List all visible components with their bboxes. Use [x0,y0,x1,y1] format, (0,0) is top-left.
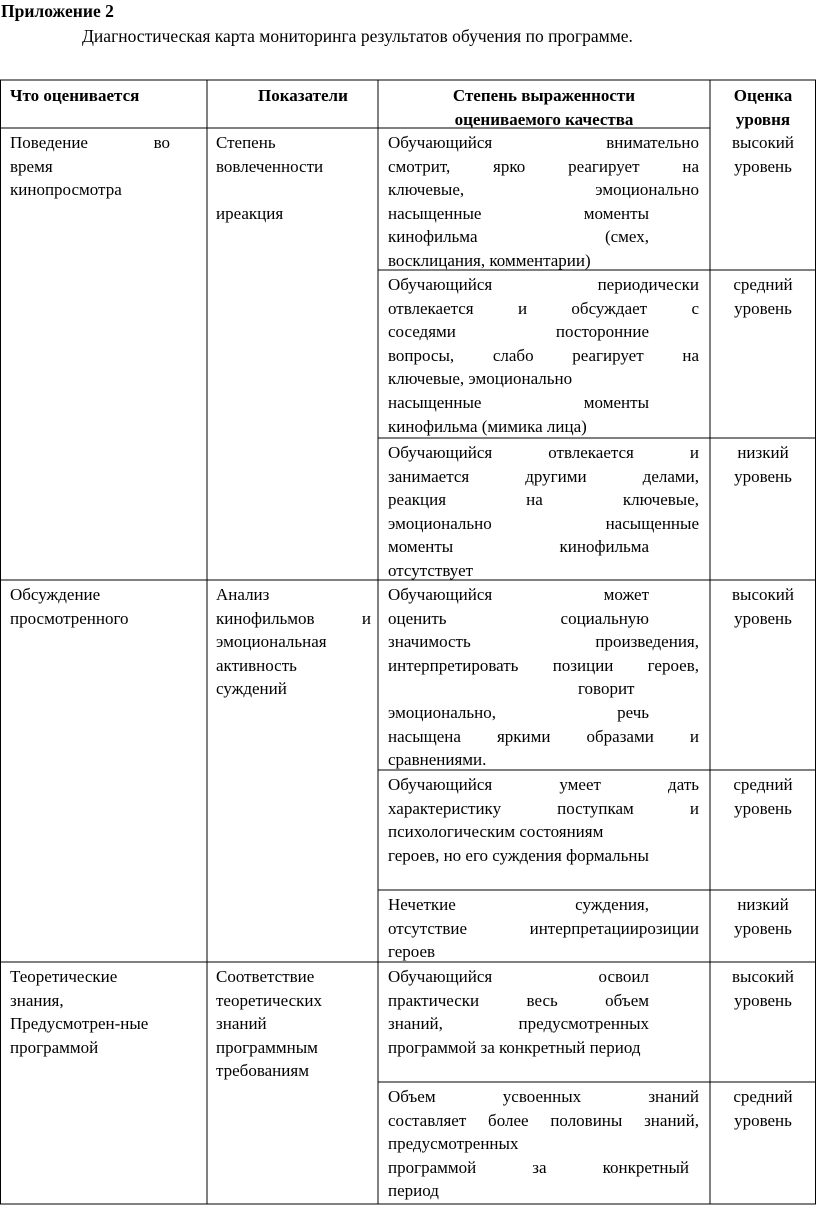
section-3-row-1-level [710,965,816,1012]
level-word: уровень [734,608,792,628]
column-header-level-line1: Оценка [733,86,793,105]
line: психологическим состояниям [388,822,604,842]
section-2-row-1-level [710,583,816,630]
level-word: уровень [734,798,792,818]
line: интерпретировать позиции героев, [388,655,699,675]
line: практически весь объем [388,990,649,1010]
line: оценить социальную [388,608,649,628]
line: предусмотренных [388,1134,519,1154]
line: эмоционально, речь [388,702,649,722]
section-1-what [10,131,170,202]
line: суждений [216,679,287,699]
line: Обучающийся может [388,585,649,604]
line: знаний, предусмотренных [388,1014,649,1034]
level-word: уровень [734,156,792,176]
line: Объем усвоенных знаний [388,1087,699,1106]
section-2-row-1-text [388,583,699,772]
level-word: уровень [734,298,792,318]
level-word: средний [733,775,793,794]
section-2-row-3-level [710,893,816,940]
section-3-row-2-level [710,1085,816,1132]
line: значимость произведения, [388,632,699,652]
column-header-level-line2: уровня [735,109,791,129]
line: составляет более половины знаний, [388,1110,699,1130]
appendix-label: Приложение 2 [1,1,114,21]
level-word: низкий [737,895,789,914]
line: эмоциональная [216,632,327,652]
section-1-what-word4: кинопросмотра [10,180,122,200]
level-word: уровень [734,918,792,938]
level-word: уровень [734,990,792,1010]
line: период [388,1181,439,1201]
line: Соответствие [216,967,315,986]
section-3-row-2-text [388,1085,699,1203]
line: знания, [10,990,64,1010]
section-3-indicator [216,965,376,1083]
section-1-indicator [216,131,376,225]
section-1-row-2-level [710,273,816,320]
section-1-what-word1: Поведение [10,133,88,152]
line: ключевые, эмоционально [388,180,699,200]
line: насыщенные моменты [388,392,649,412]
line: насыщенные моменты [388,203,649,223]
line: кинофильма (смех, [388,227,649,247]
column-header-level [710,84,816,131]
line: программой за конкретный [388,1157,689,1177]
line: занимается другими делами, [388,466,699,486]
line: программой за конкретный период [388,1037,641,1057]
line: знаний [216,1014,267,1034]
line: Предусмотрен-ные [10,1014,149,1034]
section-1-row-1-level [710,131,816,178]
line: характеристику поступкам и [388,798,699,818]
level-word: средний [733,275,793,294]
section-2-indicator [216,583,371,701]
line: соседями посторонние [388,322,649,342]
line: смотрит, ярко реагирует на [388,156,699,176]
line: отсутствует [388,560,474,580]
line: Обучающийся периодически [388,275,699,294]
section-3-what [10,965,205,1059]
column-header-degree-line2: оцениваемого качества [454,109,634,129]
line: кинофильмов и [216,608,371,628]
line: программой [10,1037,99,1057]
section-1-row-2-text [388,273,699,438]
level-word: высокий [732,585,794,604]
line: просмотренного [10,608,129,628]
line: Обсуждение [10,585,101,604]
line: отвлекается и обсуждает с [388,298,699,318]
line: требованиям [216,1061,309,1081]
section-1-indicator-line2: вовлеченности [216,156,324,176]
level-word: низкий [737,443,789,462]
level-word: средний [733,1087,793,1106]
line: кинофильма (мимика лица) [388,416,587,436]
line: реакция на ключевые, [388,490,699,510]
line: Обучающийся отвлекается и [388,443,699,462]
column-header-degree [378,84,710,131]
line: ключевые, эмоционально [388,369,573,389]
line: насыщена яркими образами и [388,726,699,746]
column-header-degree-line1: Степень выраженности [452,86,636,105]
line: сравнениями. [388,750,487,770]
line: восклицания, комментарии) [388,250,591,270]
section-3-row-1-text [388,965,699,1059]
level-word: уровень [734,466,792,486]
line: моменты кинофильма [388,537,649,557]
section-1-row-3-level [710,441,816,488]
section-1-indicator-line3: иреакция [216,203,284,223]
line: Обучающийся умеет дать [388,775,699,794]
section-1-row-1-text [388,131,699,273]
line: Анализ [216,585,270,604]
line: говорит [578,679,635,699]
document-title: Диагностическая карта мониторинга результатов обучения по программе. [82,26,633,46]
line: героев, но его суждения формальны [388,845,649,865]
line: эмоционально насыщенные [388,513,699,533]
section-2-row-3-text [388,893,699,964]
section-2-row-2-text [388,773,699,867]
section-2-what [10,583,205,630]
line: программным [216,1037,318,1057]
line: отсутствие интерпретацииpозиции [388,918,699,938]
line: Обучающийся внимательно [388,133,699,152]
section-1-row-3-text [388,441,699,583]
level-word: высокий [732,133,794,152]
line: Теоретические [10,967,118,986]
line: вопросы, слабо реагирует на [388,345,699,365]
line: Обучающийся освоил [388,967,649,986]
section-1-what-word2: во [153,133,170,152]
level-word: уровень [734,1110,792,1130]
section-1-what-word3: время [10,156,53,176]
section-2-row-2-level [710,773,816,820]
line: героев [388,942,436,962]
line: активность [216,655,297,675]
column-header-what: Что оценивается [10,86,140,105]
column-header-indicators: Показатели [258,86,348,105]
section-1-indicator-line1: Степень [216,133,276,152]
line: теоретических [216,990,322,1010]
line: Нечеткие суждения, [388,895,649,914]
level-word: высокий [732,967,794,986]
